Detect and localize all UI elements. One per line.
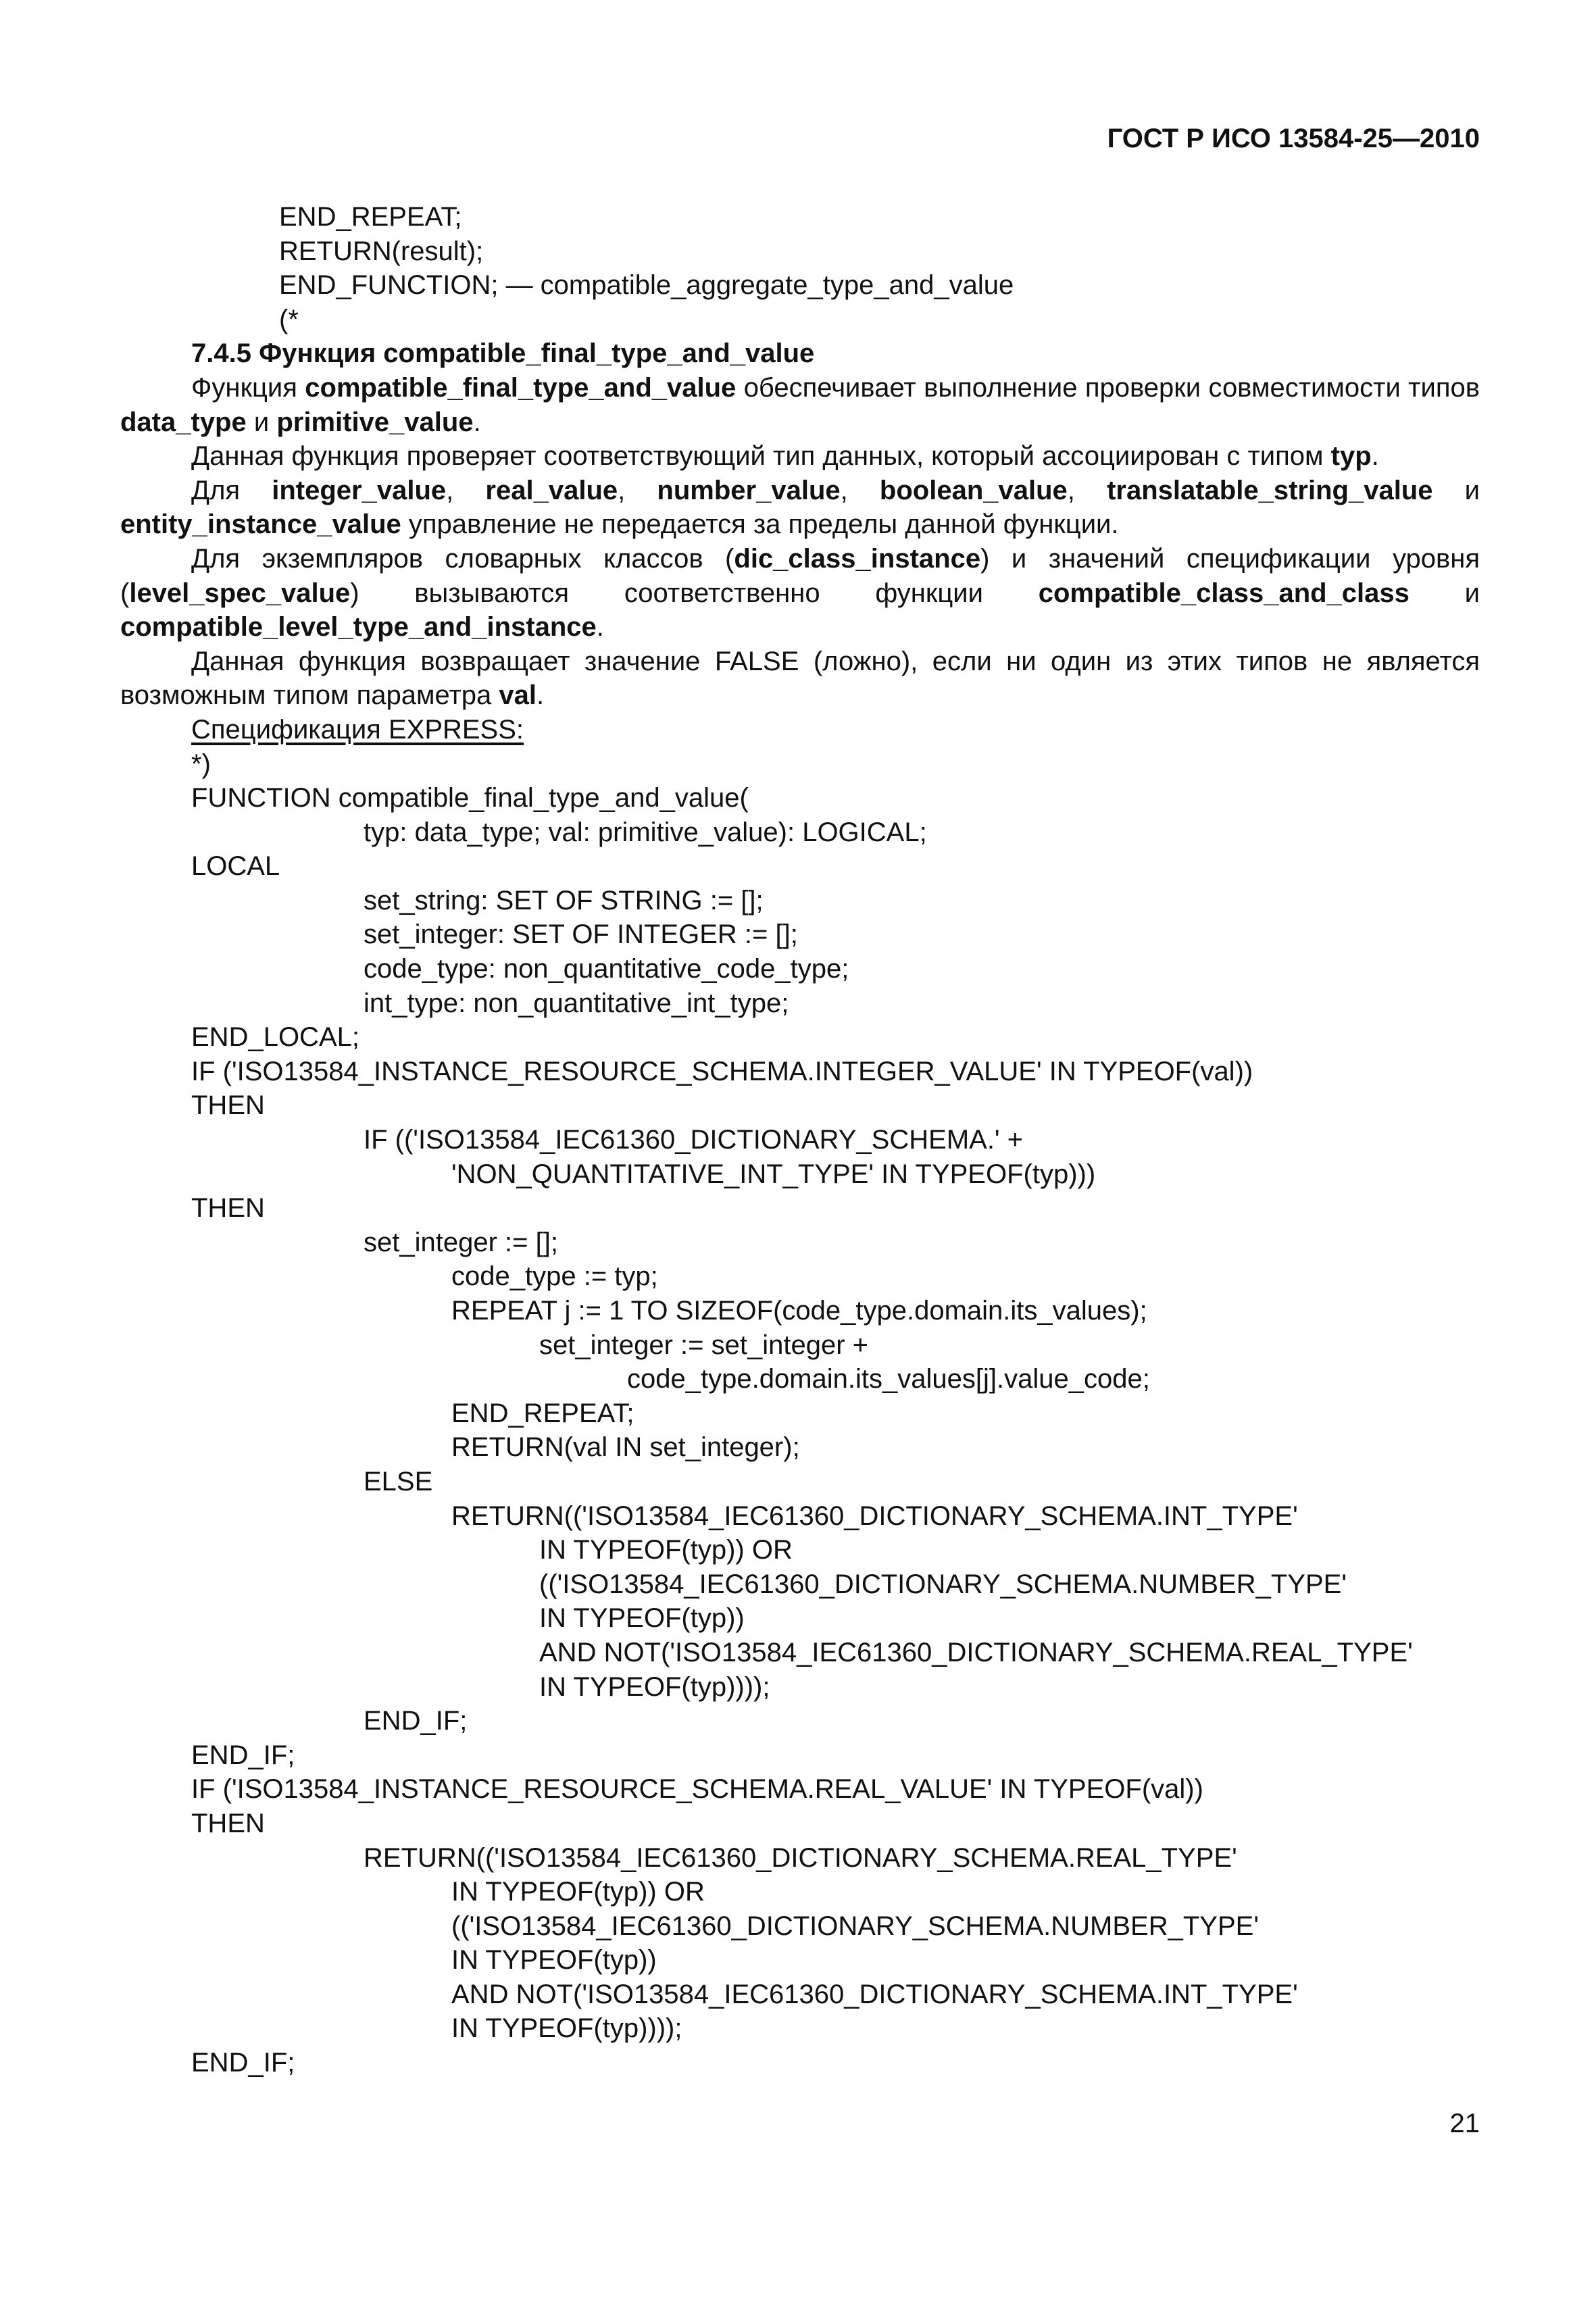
code-line: code_type.domain.its_values[j].value_code; <box>627 1364 1150 1394</box>
code-line: RETURN(val IN set_integer); <box>451 1432 800 1463</box>
code-line: IN TYPEOF(typ)) <box>451 1945 657 1976</box>
code-line: IN TYPEOF(typ)) OR <box>539 1535 793 1565</box>
term: compatible_final_type_and_value <box>305 372 737 403</box>
text: , <box>1067 475 1107 505</box>
paragraph-value-types <box>120 474 1480 542</box>
code-line: set_integer := []; <box>364 1227 558 1257</box>
code-line: ELSE <box>364 1466 433 1496</box>
code-line: LOCAL <box>191 851 280 882</box>
code-line: *) <box>191 749 211 779</box>
term: translatable_string_value <box>1107 475 1433 505</box>
code-line: END_REPEAT; <box>279 202 462 232</box>
text: обеспечивает выполнение проверки совместимости типов <box>736 372 1480 403</box>
code-line: (* <box>279 304 299 334</box>
term: compatible_class_and_class <box>1038 578 1410 608</box>
section-title: 7.4.5 Функция compatible_final_type_and_value <box>191 338 815 369</box>
term: entity_instance_value <box>120 509 401 540</box>
code-line: (('ISO13584_IEC61360_DICTIONARY_SCHEMA.NUMBER_TYPE' <box>451 1911 1259 1941</box>
text: Для <box>191 475 272 505</box>
text: управление не передается за пределы данной функции. <box>401 509 1119 540</box>
code-line: typ: data_type; val: primitive_value): LOGICAL; <box>364 817 927 847</box>
code-line: THEN <box>191 1808 265 1838</box>
term: primitive_value <box>276 407 474 437</box>
term: compatible_level_type_and_instance <box>120 612 597 643</box>
paragraph-check <box>120 439 1480 474</box>
code-line: 'NON_QUANTITATIVE_INT_TYPE' IN TYPEOF(typ))) <box>451 1159 1096 1189</box>
term: integer_value <box>272 475 447 505</box>
text: Функция <box>191 372 305 403</box>
text: , <box>840 475 880 505</box>
text: ) вызываются соответственно функции <box>350 578 1039 608</box>
code-line: RETURN(result); <box>279 236 484 266</box>
paragraph-purpose <box>120 371 1480 439</box>
code-line: RETURN(('ISO13584_IEC61360_DICTIONARY_SCHEMA.INT_TYPE' <box>451 1501 1298 1531</box>
code-line: END_REPEAT; <box>451 1398 634 1428</box>
code-line: AND NOT('ISO13584_IEC61360_DICTIONARY_SCHEMA.REAL_TYPE' <box>539 1637 1413 1667</box>
code-line: REPEAT j := 1 TO SIZEOF(code_type.domain.its_values); <box>451 1296 1147 1326</box>
code-line: AND NOT('ISO13584_IEC61360_DICTIONARY_SCHEMA.INT_TYPE' <box>451 1979 1298 2009</box>
code-line: code_type: non_quantitative_code_type; <box>364 954 849 984</box>
code-line: (('ISO13584_IEC61360_DICTIONARY_SCHEMA.NUMBER_TYPE' <box>539 1569 1347 1599</box>
paragraph-dictionary <box>120 542 1480 645</box>
term: real_value <box>485 475 618 505</box>
text: и <box>246 407 277 437</box>
code-line: IN TYPEOF(typ)))); <box>451 2013 682 2044</box>
spec-label: Спецификация EXPRESS: <box>191 714 524 745</box>
text: Данная функция возвращает значение FALSE (ложно), если ни один из этих типов не является возможным типом параметра <box>120 646 1480 711</box>
code-line: IF ('ISO13584_INSTANCE_RESOURCE_SCHEMA.INTEGER_VALUE' IN TYPEOF(val)) <box>191 1056 1253 1086</box>
code-line: END_LOCAL; <box>191 1022 359 1053</box>
term: data_type <box>120 407 247 437</box>
text: . <box>473 407 481 437</box>
code-line: IN TYPEOF(typ)) <box>539 1603 745 1634</box>
text: Данная функция проверяет соответствующий тип данных, который ассоциирован с типом <box>191 441 1331 472</box>
code-line: IN TYPEOF(typ)))); <box>539 1671 770 1702</box>
code-line: FUNCTION compatible_final_type_and_value( <box>191 783 749 813</box>
text: Для экземпляров словарных классов ( <box>191 543 734 574</box>
code-line: IF ('ISO13584_INSTANCE_RESOURCE_SCHEMA.REAL_VALUE' IN TYPEOF(val)) <box>191 1774 1203 1805</box>
term: dic_class_instance <box>734 543 981 574</box>
page-content <box>120 200 1480 2080</box>
term: boolean_value <box>879 475 1068 505</box>
code-line: IF (('ISO13584_IEC61360_DICTIONARY_SCHEMA.' + <box>364 1125 1024 1155</box>
text: , <box>618 475 657 505</box>
code-line: set_integer := set_integer + <box>539 1330 868 1360</box>
text: ) и значений спецификации уровня ( <box>120 543 1480 608</box>
term: val <box>499 680 537 711</box>
code-line: END_IF; <box>364 1706 468 1736</box>
code-line: int_type: non_quantitative_int_type; <box>364 988 789 1018</box>
code-line: code_type := typ; <box>451 1261 658 1292</box>
code-line: set_integer: SET OF INTEGER := []; <box>364 920 798 950</box>
text: и <box>1409 578 1480 608</box>
text: , <box>446 475 486 505</box>
code-line: END_IF; <box>191 1740 295 1770</box>
spec-label-row <box>120 713 1480 747</box>
text: и <box>1432 475 1480 505</box>
term: level_spec_value <box>129 578 351 608</box>
code-line: THEN <box>191 1193 265 1224</box>
code-line: IN TYPEOF(typ)) OR <box>451 1877 705 1907</box>
page-number: 21 <box>1449 2109 1480 2138</box>
text: . <box>536 680 545 711</box>
text: . <box>596 612 604 643</box>
code-line: THEN <box>191 1090 265 1121</box>
code-line: RETURN(('ISO13584_IEC61360_DICTIONARY_SCHEMA.REAL_TYPE' <box>364 1842 1237 1873</box>
term: typ <box>1330 441 1372 472</box>
code-line: set_string: SET OF STRING := []; <box>364 885 764 915</box>
text: . <box>1371 441 1379 472</box>
document-header: ГОСТ Р ИСО 13584-25—2010 <box>1107 124 1480 153</box>
code-line: END_IF; <box>191 2048 295 2078</box>
term: number_value <box>657 475 841 505</box>
code-line: END_FUNCTION; — compatible_aggregate_type_and_value <box>279 270 1014 301</box>
paragraph-return <box>120 645 1480 713</box>
